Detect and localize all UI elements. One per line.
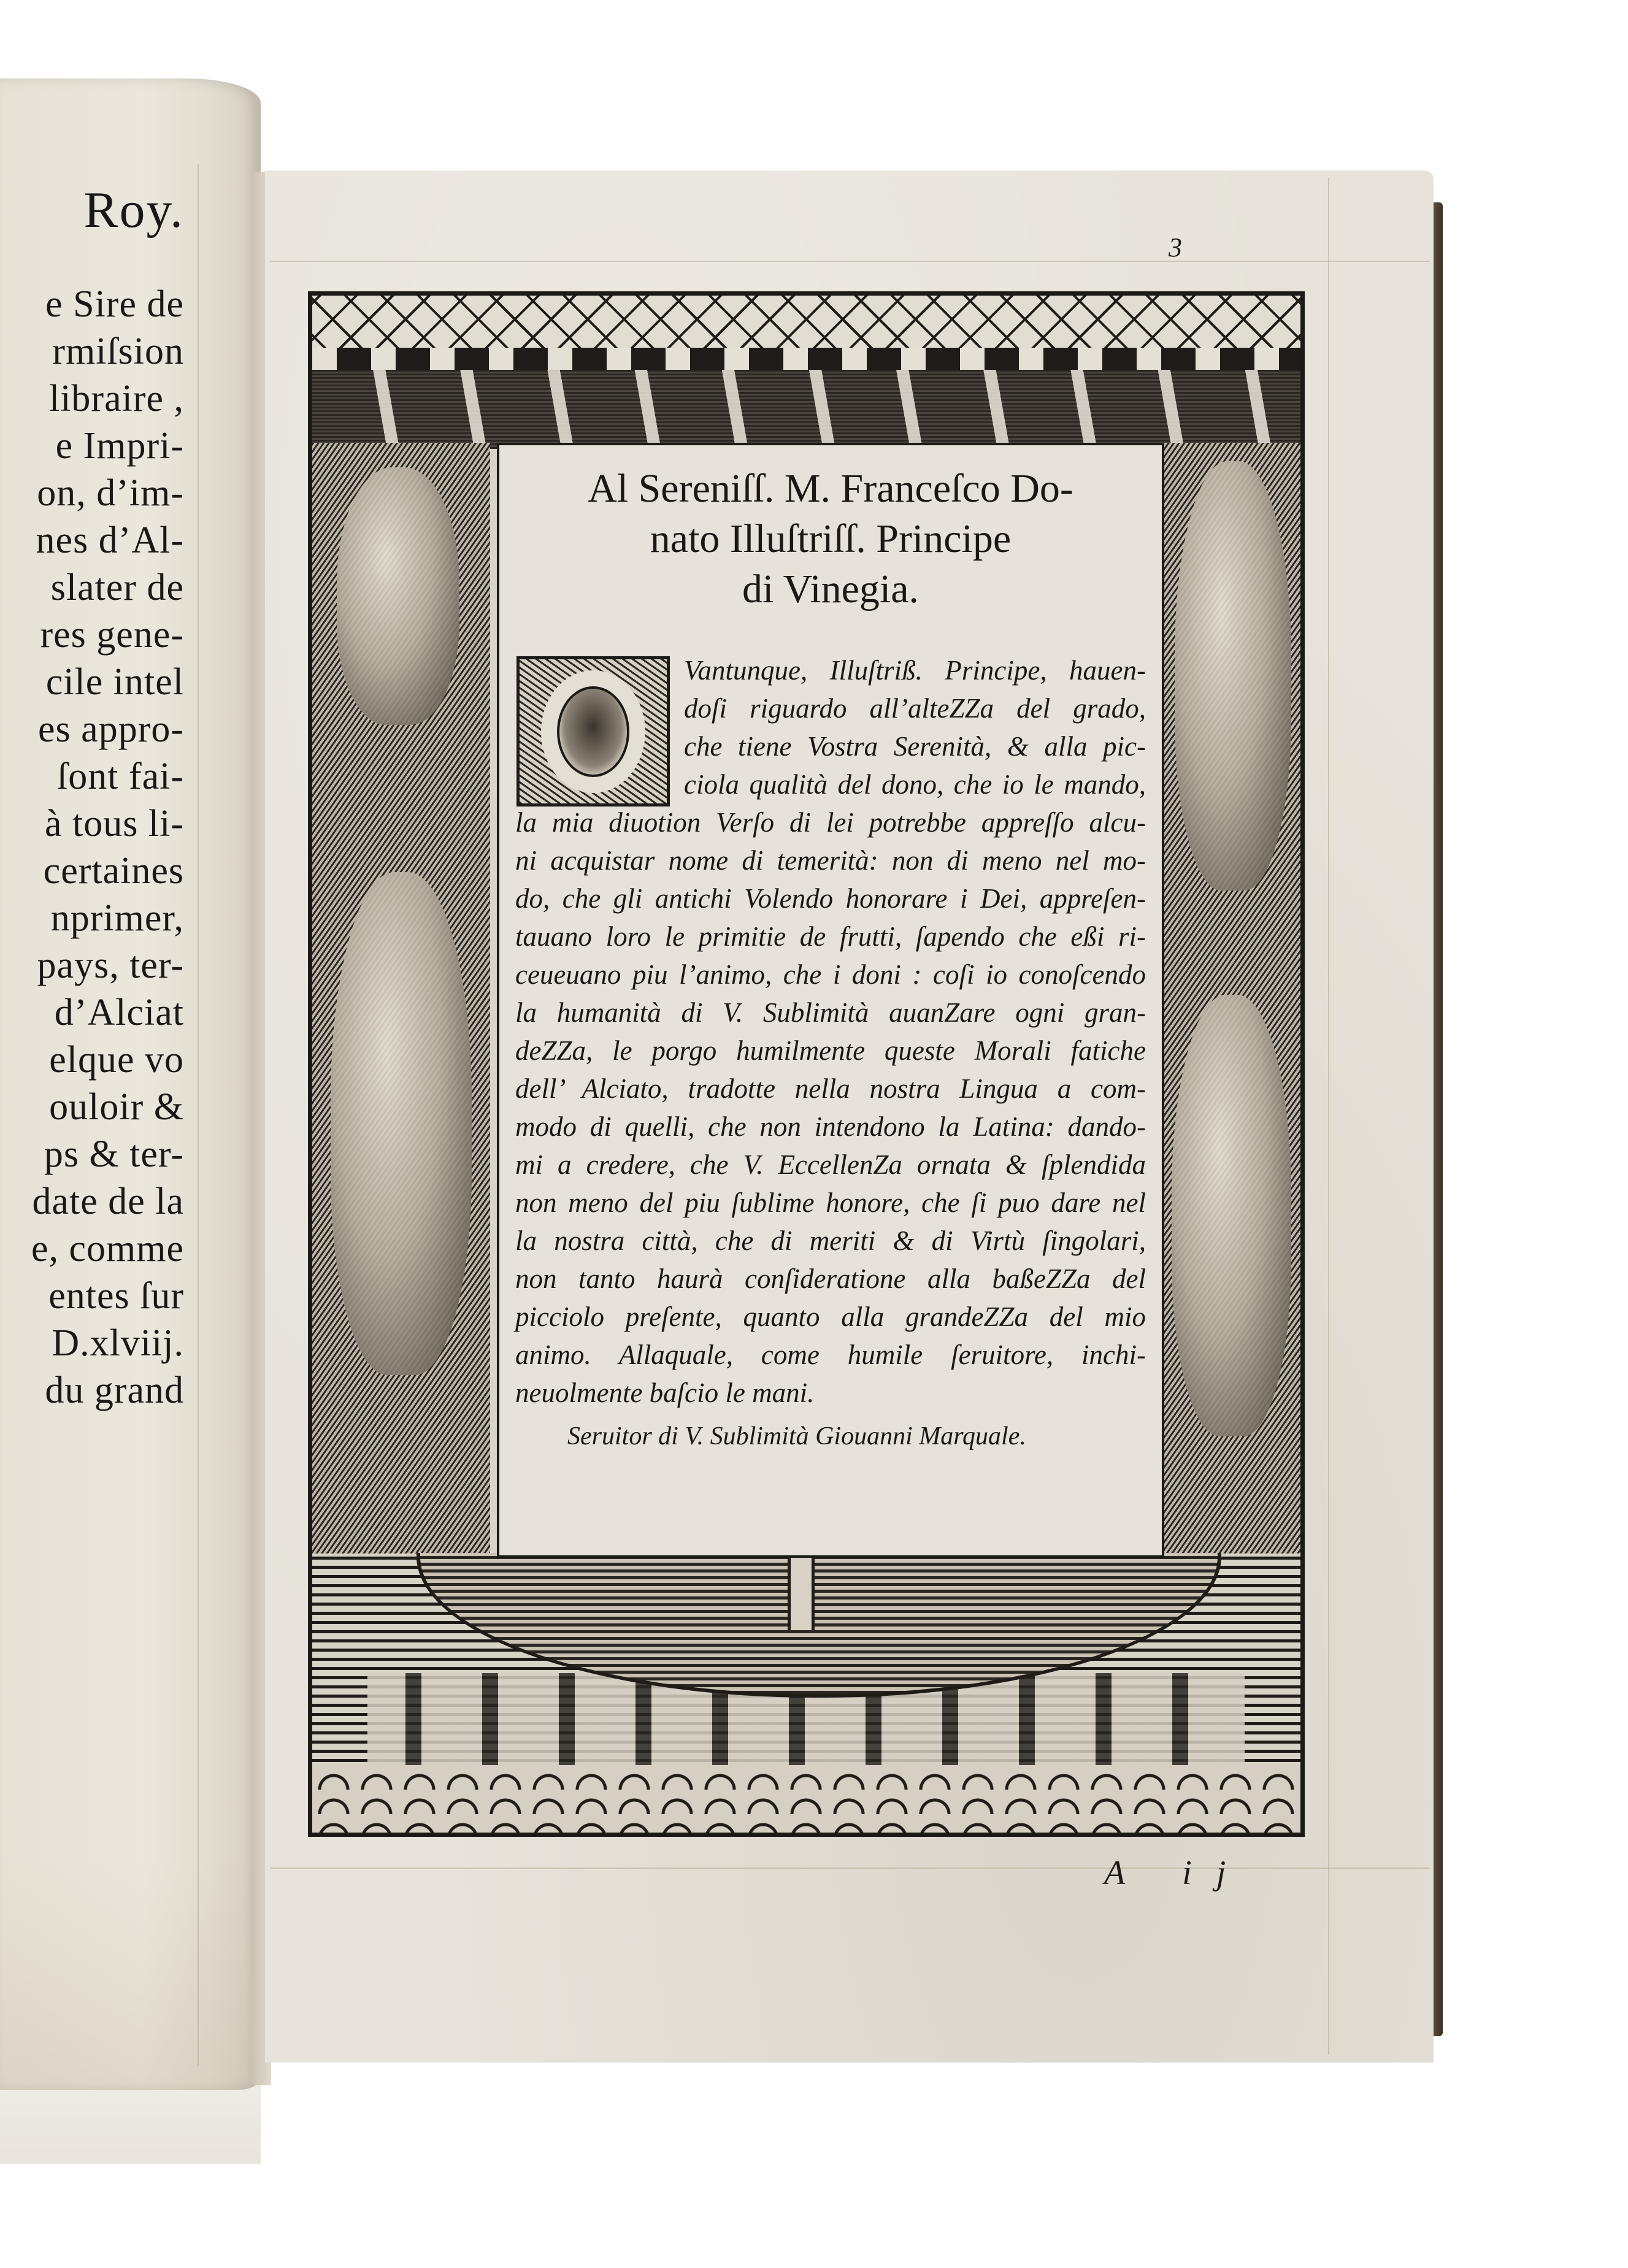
- left-text-line: D.xlviij.: [52, 1322, 184, 1364]
- body-line: do, che gli antichi Volendo honorare i Dei, appreſen-: [515, 883, 1146, 914]
- body-line: ciola qualità del dono, che io le mando,: [684, 769, 1146, 800]
- body-line: Vantunque, Illuſtriß. Principe, hauen-: [684, 655, 1146, 686]
- ruling-line: [270, 261, 1429, 262]
- left-text-line: à tous li-: [45, 803, 184, 845]
- left-page-text: [31, 183, 184, 1414]
- left-page: [0, 79, 261, 2090]
- body-line: tauano loro le primitie de frutti, ſapendo che eßi ri-: [515, 921, 1146, 952]
- left-text-line: e Impri-: [55, 425, 184, 467]
- woodcut-right-column: [1162, 443, 1300, 1559]
- body-line: doſi riguardo all’alteZZa del grado,: [684, 693, 1146, 724]
- signature-mark: A ij: [1104, 1854, 1251, 1892]
- dedication-body: [515, 651, 1146, 1455]
- body-line: che tiene Vostra Serenità, & alla pic-: [684, 731, 1146, 762]
- putto-figure: [1175, 461, 1291, 891]
- left-text-line: es appro-: [38, 708, 184, 750]
- left-text-line: certaines: [43, 850, 184, 892]
- dedication-panel: [497, 443, 1164, 1558]
- body-line: ceueuano piu l’animo, che i doni : coſi io conoſcendo: [515, 959, 1146, 990]
- dedication-title: [515, 464, 1146, 615]
- ruling-line: [270, 1868, 1429, 1869]
- left-text-line: rmiſsion: [52, 331, 184, 372]
- woodcut-left-column: [312, 443, 490, 1559]
- woodcut-canopy-fringe: [312, 348, 1300, 370]
- body-line: picciolo preſente, quanto alla grandeZZa del mio: [515, 1301, 1146, 1332]
- left-text-line: res gene-: [40, 614, 184, 656]
- woodcut-mast: [788, 1554, 815, 1630]
- body-line: dell’ Alciato, tradotte nella nostra Lingua a com-: [515, 1073, 1146, 1104]
- body-line: ni acquistar nome di temerità: non di meno nel mo-: [515, 845, 1146, 876]
- body-line: animo. Allaquale, come humile ſeruitore, inchi-: [515, 1339, 1146, 1370]
- body-line: modo di quelli, che non intendono la Latina: dando-: [515, 1111, 1146, 1142]
- body-line: deZZa, le porgo humilmente queste Morali fatiche: [515, 1035, 1146, 1066]
- putto-figure: [1172, 995, 1291, 1436]
- left-text-line: on, d’im-: [37, 472, 184, 514]
- left-text-line: elque vo: [49, 1039, 184, 1081]
- paper-stain: [0, 1857, 261, 2164]
- putto-figure: [337, 467, 459, 725]
- left-text-line: cile intel: [45, 661, 184, 703]
- left-text-line: e Sire de: [45, 283, 184, 325]
- body-line: la humanità di V. Sublimità auanZare ogni gran-: [515, 997, 1146, 1028]
- left-text-line: nprimer,: [50, 897, 184, 939]
- ruling-line: [1328, 178, 1329, 2055]
- left-text-line: pays, ter-: [37, 944, 184, 986]
- left-text-line: d’Alciat: [54, 992, 184, 1033]
- dedication-title-line: di Vinegia.: [742, 567, 920, 611]
- woodcut-canopy-drapery: [312, 369, 1300, 449]
- body-line: mi a credere, che V. EccellenZa ornata & ſplendida: [515, 1149, 1146, 1180]
- left-text-line: date de la: [32, 1181, 184, 1222]
- page-number: 3: [1169, 232, 1182, 262]
- body-line: neuolmente baſcio le mani.: [515, 1377, 815, 1408]
- left-text-line: du grand: [45, 1370, 184, 1411]
- dedication-title-line: nato Illuſtriſſ. Principe: [650, 516, 1012, 561]
- left-text-line: e, comme: [31, 1228, 184, 1270]
- left-text-line: ps & ter-: [44, 1133, 184, 1175]
- left-page-heading: Roy.: [83, 182, 184, 239]
- left-text-line: entes ſur: [48, 1275, 184, 1317]
- putto-figure: [331, 872, 472, 1375]
- signoff: Seruitor di V. Sublimità Giouanni Marquale.: [567, 1422, 1026, 1450]
- left-text-line: ſont fai-: [57, 756, 184, 797]
- dedication-title-line: Al Sereniſſ. M. Franceſco Do-: [588, 466, 1073, 511]
- body-line: la nostra città, che di meriti & di Virtù ſingolari,: [515, 1225, 1146, 1256]
- body-line: non tanto haurà conſideratione alla baßeZZa del: [515, 1263, 1146, 1294]
- woodcut-waves: [312, 1765, 1300, 1833]
- left-text-line: slater de: [50, 567, 184, 608]
- body-line: la mia diuotion Verſo di lei potrebbe appreſſo alcu-: [515, 807, 1146, 838]
- left-text-line: nes d’Al-: [36, 519, 184, 561]
- drop-cap-letter: [541, 670, 645, 793]
- drop-cap-q-icon: [516, 656, 670, 806]
- left-text-line: libraire ,: [48, 378, 184, 420]
- body-line: non meno del piu ſublime honore, che ſi puo dare nel: [515, 1187, 1146, 1218]
- left-text-line: ouloir &: [49, 1086, 184, 1128]
